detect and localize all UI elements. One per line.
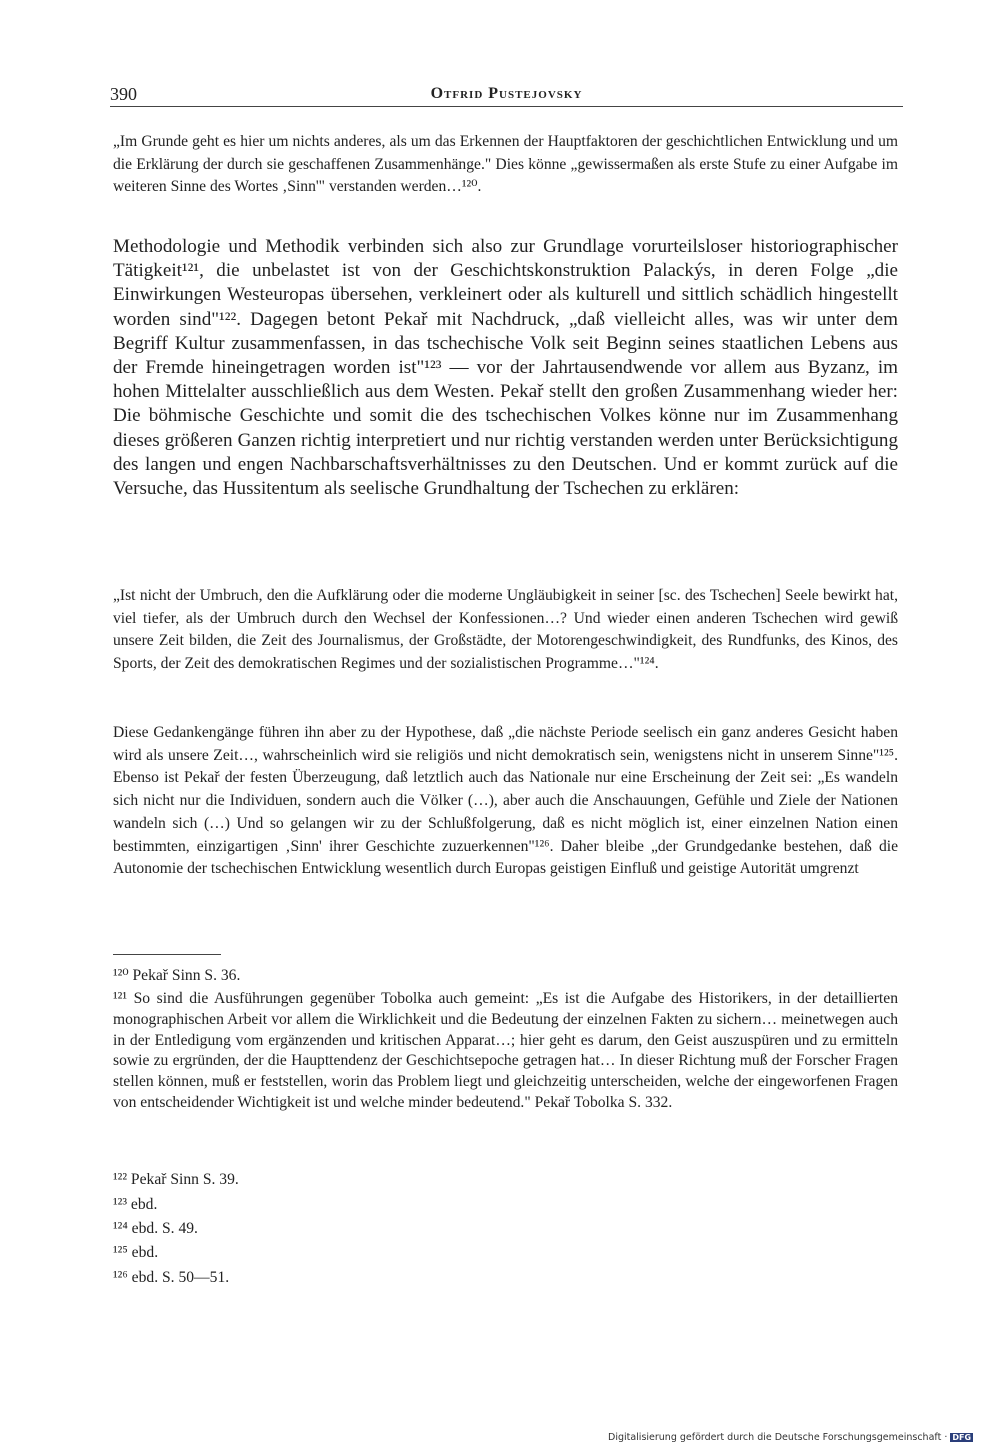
footnote-125: ¹²⁵ ebd. xyxy=(113,1244,159,1261)
running-author: Otfrid Pustejovsky xyxy=(430,85,583,102)
block-quote-2: „Ist nicht der Umbruch, den die Aufklärung oder die moderne Ungläubigkeit in seiner [sc. des Tschechen] Seele bewirkt hat, viel tiefer, als der Umbruch durch den Wechsel der Konfessionen…? Und wieder einen anderen Tschechen wird gewiß unsere Zeit bilden, die Zeit des Journalismus, der Großstädte, der Motorengeschwindigkeit, des Rundfunks, des Kinos, des Sports, der Zeit des demokratischen Regimes und der sozialistischen Programme…"¹²⁴. xyxy=(113,587,898,673)
block-quote-1: „Im Grunde geht es hier um nichts anderes, als um das Erkennen der Hauptfaktoren der geschichtlichen Entwicklung und um die Erklärung der durch sie geschaffenen Zusammenhänge." Dies könne „gewissermaßen als erste Stufe zu einer Aufgabe im weiteren Sinne des Wortes ‚Sinn'" verstanden werden…¹²⁰. xyxy=(113,133,898,196)
digitization-credit xyxy=(608,1432,973,1443)
body-paragraph-1: Methodologie und Methodik verbinden sich also zur Grundlage vorurteilsloser historiographischer Tätigkeit¹²¹, die unbelastet ist von der Geschichtskonstruktion Palackýs, in deren Folge „die Einwirkungen Westeuropas übersehen, verkleinert oder als kulturell und sittlich schädlich hingestellt worden sind"¹²². Dagegen betont Pekař mit Nachdruck, „daß vielleicht alles, was wir unter dem Begriff Kultur zusammenfassen, in das tschechische Volk seit Beginn seines staatlichen Lebens aus der Fremde hineingetragen worden ist"¹²³ — vor der Jahrtausendwende vor allem aus Byzanz, im hohen Mittelalter ausschließlich aus dem Westen. Pekař stellt den großen Zusammenhang wieder her: Die böhmische Geschichte und somit die des tschechischen Volkes könne nur im Zusammenhang dieses größeren Ganzen richtig interpretiert und nur richtig verstanden werden unter Berücksichtigung des langen und engen Nachbarschaftsverhältnisses zu den Deutschen. Und er kommt zurück auf die Versuche, das Hussitentum als seelische Grundhaltung der Tschechen zu erklären: xyxy=(113,236,898,500)
footnote-rule xyxy=(113,954,221,955)
dfg-logo: DFG xyxy=(952,1433,972,1442)
header-rule xyxy=(110,106,903,107)
footnote-124: ¹²⁴ ebd. S. 49. xyxy=(113,1220,198,1237)
footnote-120: ¹²⁰ Pekař Sinn S. 36. xyxy=(113,967,241,984)
body-paragraph-2: Diese Gedankengänge führen ihn aber zu der Hypothese, daß „die nächste Periode seelisch ein ganz anderes Gesicht haben wird als unsere Zeit…, wahrscheinlich wird sie religiös und nicht demokratisch sein, wenigstens nicht in unserem Sinne"¹²⁵. Ebenso ist Pekař der festen Überzeugung, daß letztlich auch das Nationale nur eine Erscheinung der Zeit sei: „Es wandeln sich nicht nur die Individuen, sondern auch die Völker (…), aber auch die Anschauungen, Gefühle und Ziele der Nationen wandeln sich (…) Und so gelangen wir zu der Schlußfolgerung, daß es nicht möglich ist, einer einzelnen Nation einen bestimmten, einzigartigen ‚Sinn' ihrer Geschichte zuzuerkennen"¹²⁶. Daher bleibe „der Grundgedanke bestehen, daß die Autonomie der tschechischen Entwicklung wesentlich durch Europas geistigen Einfluß und geistige Autorität umgrenzt xyxy=(113,724,898,878)
footnote-123: ¹²³ ebd. xyxy=(113,1196,158,1213)
footnote-126: ¹²⁶ ebd. S. 50—51. xyxy=(113,1269,230,1286)
running-header xyxy=(110,84,903,108)
footnote-121: ¹²¹ So sind die Ausführungen gegenüber Tobolka auch gemeint: „Es ist die Aufgabe des Historikers, in der detaillierten monographischen Arbeit vor allem die Wirklichkeit und die Bedeutung der einzelnen Fakten zu sichern… meinetwegen auch in der Entledigung vom ergänzenden und kritischen Apparat…; hier geht es darum, den Geist auszuspüren und zu ermitteln sowie zu ergründen, der die Haupttendenz der Geschichtsepoche getragen hat… In dieser Richtung muß der Forscher Fragen stellen können, muß er feststellen, worin das Problem liegt und gleichzeitig unterscheiden, welche der eingeworfenen Fragen von entscheidender Wichtigkeit ist und welche minder bedeutend." Pekař Tobolka S. 332. xyxy=(113,990,898,1111)
footnote-122: ¹²² Pekař Sinn S. 39. xyxy=(113,1171,239,1188)
credit-text: Digitalisierung gefördert durch die Deutsche Forschungsgemeinschaft · xyxy=(608,1432,948,1443)
page-number: 390 xyxy=(110,84,137,104)
